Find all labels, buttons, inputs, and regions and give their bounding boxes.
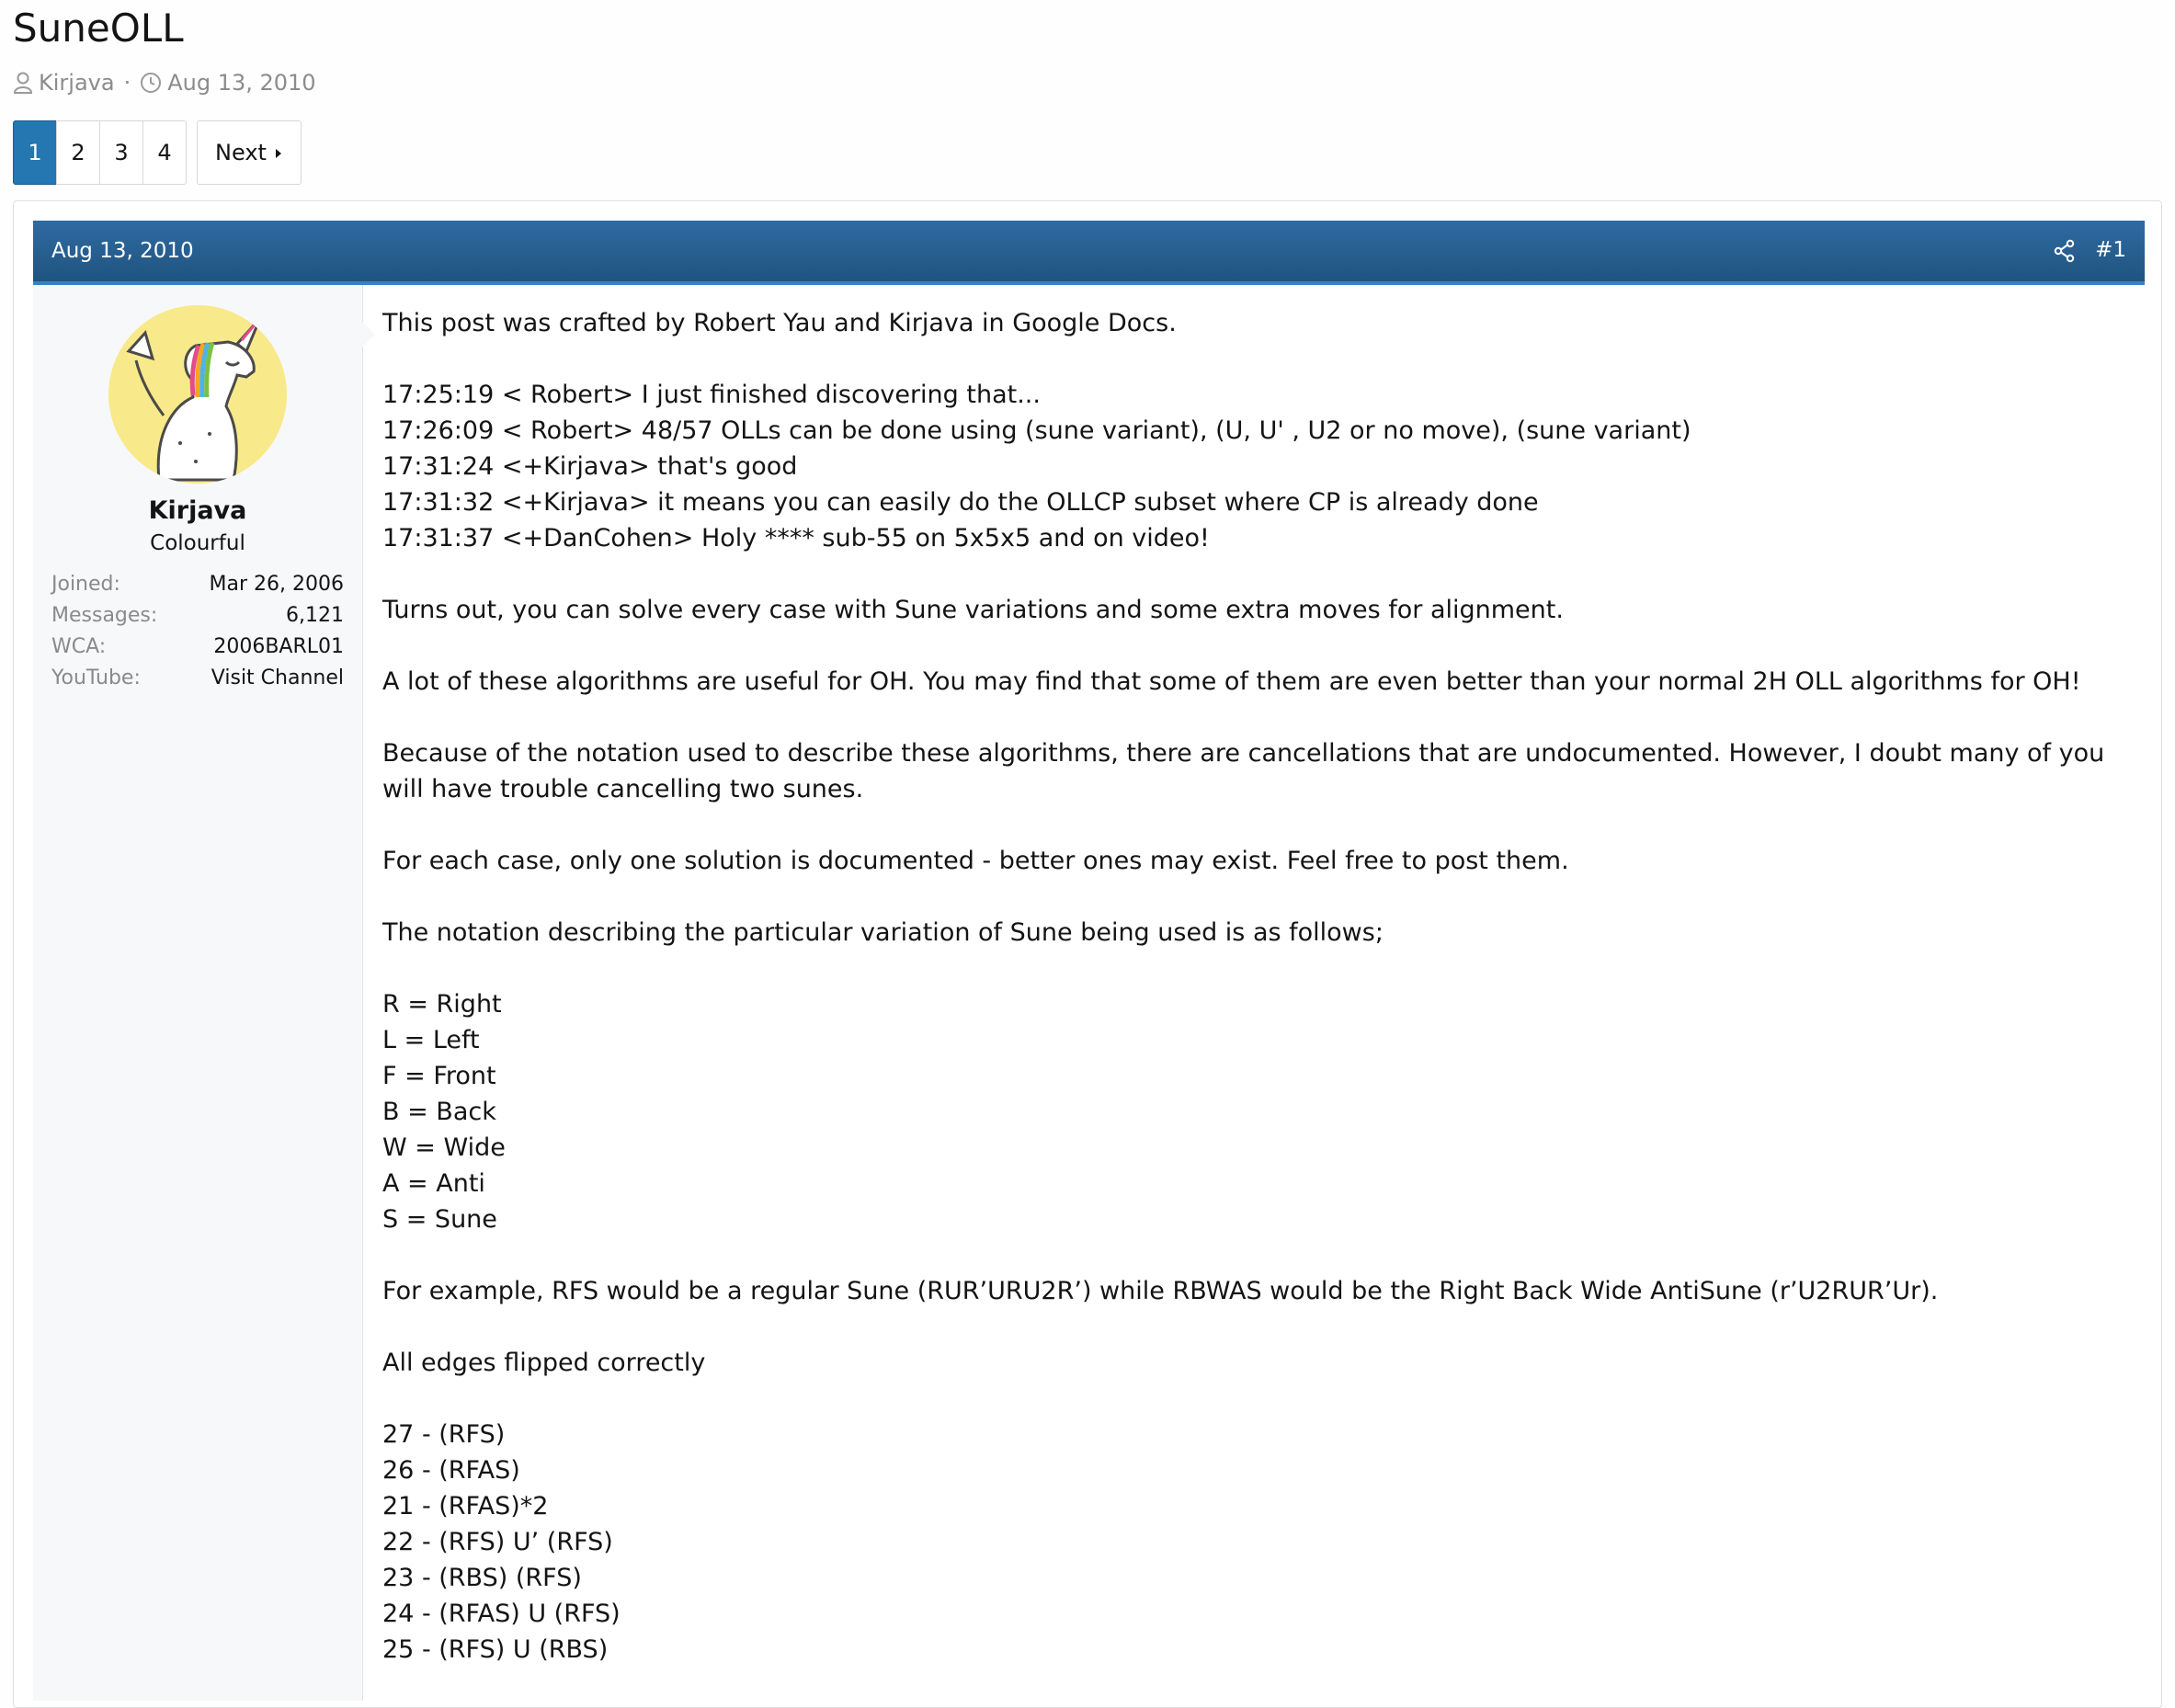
stat-value-link[interactable]: 2006BARL01 — [213, 634, 344, 658]
thread-date-link[interactable]: Aug 13, 2010 — [167, 70, 316, 96]
case-item: 21 - (RFAS)*2 — [382, 1492, 549, 1520]
page-1-button[interactable]: 1 — [13, 120, 57, 185]
notation-list — [382, 986, 2129, 1237]
notation-item: S = Sune — [382, 1205, 497, 1234]
chat-line: 17:31:32 <+Kirjava> it means you can easily do the OLLCP subset where CP is already done — [382, 488, 1539, 517]
stat-label: Joined: — [51, 572, 120, 596]
post-header — [33, 221, 2145, 285]
post-paragraph: A lot of these algorithms are useful for OH. You may find that some of them are even better than your normal 2H OLL algorithms for OH! — [382, 667, 2081, 696]
caret-right-icon — [274, 140, 283, 165]
chat-line: 17:31:37 <+DanCohen> Holy **** sub-55 on 5x5x5 and on video! — [382, 524, 1210, 552]
post-paragraph: All edges flipped correctly — [382, 1349, 706, 1377]
notation-item: F = Front — [382, 1062, 496, 1090]
chat-line: 17:25:19 < Robert> I just finished discovering that... — [382, 381, 1041, 409]
case-item: 24 - (RFAS) U (RFS) — [382, 1600, 621, 1628]
user-stats — [51, 568, 344, 693]
stat-row-youtube — [51, 662, 344, 693]
case-item: 27 - (RFS) — [382, 1420, 506, 1449]
post-paragraph: For each case, only one solution is documented - better ones may exist. Feel free to post them. — [382, 847, 1569, 875]
post-paragraph: Because of the notation used to describe these algorithms, there are cancellations that are undocumented. However, I doubt many of you will have trouble cancelling two sunes. — [382, 739, 2105, 803]
next-page-button[interactable] — [197, 120, 302, 185]
clock-icon — [140, 72, 162, 94]
chat-line: 17:31:24 <+Kirjava> that's good — [382, 452, 798, 481]
next-label: Next — [215, 140, 267, 165]
stat-label: Messages: — [51, 603, 158, 627]
avatar[interactable] — [108, 305, 287, 484]
user-icon — [13, 72, 33, 94]
stat-label: YouTube: — [51, 666, 141, 689]
page-4-button[interactable]: 4 — [142, 120, 187, 185]
case-item: 22 - (RFS) U’ (RFS) — [382, 1528, 613, 1556]
post-number-link[interactable]: #1 — [2095, 238, 2126, 262]
notation-item: R = Right — [382, 990, 502, 1019]
stat-row-messages — [51, 599, 344, 631]
share-icon[interactable] — [2053, 239, 2077, 268]
stat-value: Mar 26, 2006 — [209, 572, 344, 596]
case-item: 23 - (RBS) (RFS) — [382, 1564, 582, 1592]
notation-item: L = Left — [382, 1026, 480, 1054]
case-item: 26 - (RFAS) — [382, 1456, 520, 1485]
stat-row-joined — [51, 568, 344, 599]
thread-author-link[interactable]: Kirjava — [39, 70, 115, 96]
thread-meta — [13, 70, 316, 96]
notation-item: W = Wide — [382, 1133, 506, 1162]
case-item: 25 - (RFS) U (RBS) — [382, 1635, 609, 1664]
youtube-channel-link[interactable]: Visit Channel — [211, 666, 344, 689]
case-list — [382, 1417, 2129, 1668]
post-date-link[interactable]: Aug 13, 2010 — [51, 239, 194, 263]
chat-line: 17:26:09 < Robert> 48/57 OLLs can be done using (sune variant), (U, U' , U2 or no move), (sune variant) — [382, 416, 1691, 445]
user-title: Colourful — [150, 531, 245, 555]
thread-title: SuneOLL — [13, 6, 184, 51]
post-body — [382, 305, 2129, 1703]
chat-log — [382, 377, 2129, 556]
post-paragraph: This post was crafted by Robert Yau and Kirjava in Google Docs. — [382, 309, 1177, 337]
post-paragraph: Turns out, you can solve every case with Sune variations and some extra moves for alignment. — [382, 596, 1564, 624]
stat-row-wca — [51, 631, 344, 662]
post-paragraph: For example, RFS would be a regular Sune (RUR’URU2R’) while RBWAS would be the Right Back Wide AntiSune (r’U2RUR’Ur). — [382, 1277, 1939, 1305]
pagination — [13, 120, 302, 185]
notation-item: B = Back — [382, 1098, 496, 1126]
notation-item: A = Anti — [382, 1169, 485, 1198]
page-2-button[interactable]: 2 — [56, 120, 100, 185]
meta-separator: · — [123, 70, 131, 96]
user-name-link[interactable]: Kirjava — [148, 496, 247, 525]
page-3-button[interactable]: 3 — [99, 120, 143, 185]
post-paragraph: The notation describing the particular variation of Sune being used is as follows; — [382, 918, 1384, 947]
post-user-sidebar — [33, 285, 363, 1701]
stat-value-link[interactable]: 6,121 — [286, 603, 344, 627]
stat-label: WCA: — [51, 634, 107, 658]
